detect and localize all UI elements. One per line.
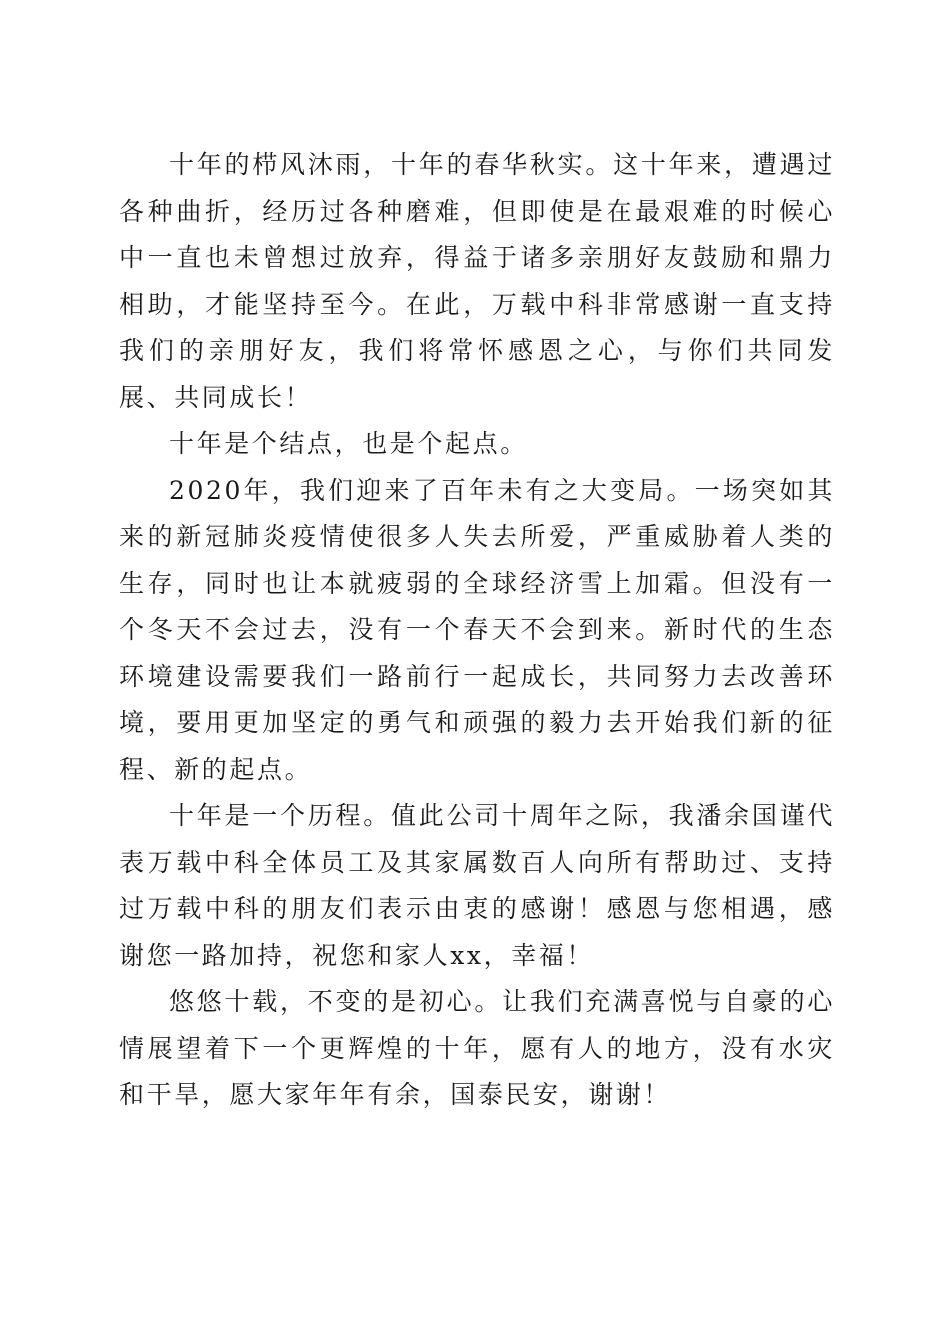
paragraph-journey-gratitude: 十年是一个历程。值此公司十周年之际，我潘余国谨代表万载中科全体员工及其家属数百人向所有帮助过、支持过万载中科的朋友们表示由衷的感谢！感恩与您相遇，感谢您一路加持，祝您和家人xx，幸福！ xyxy=(119,801,835,970)
document-body xyxy=(119,142,835,1119)
paragraph-closing-wishes: 悠悠十载，不变的是初心。让我们充满喜悦与自豪的心情展望着下一个更辉煌的十年，愿有人的地方，没有水灾和干旱，愿大家年年有余，国泰民安，谢谢！ xyxy=(119,987,835,1109)
paragraph-node-and-start: 十年是个结点，也是个起点。 xyxy=(169,429,528,458)
paragraph-decade-thanks: 十年的栉风沐雨，十年的春华秋实。这十年来，遭遇过各种曲折，经历过各种磨难，但即使是在最艰难的时候心中一直也未曾想过放弃，得益于诸多亲朋好友鼓励和鼎力相助，才能坚持至今。在此，万载中科非常感谢一直支持我们的亲朋好友，我们将常怀感恩之心，与你们共同发展、共同成长！ xyxy=(119,150,835,412)
paragraph-2020-changes: 2020年，我们迎来了百年未有之大变局。一场突如其来的新冠肺炎疫情使很多人失去所爱，严重威胁着人类的生存，同时也让本就疲弱的全球经济雪上加霜。但没有一个冬天不会过去，没有一个春天不会到来。新时代的生态环境建设需要我们一路前行一起成长，共同努力去改善环境，要用更加坚定的勇气和顽强的毅力去开始我们新的征程、新的起点。 xyxy=(119,475,835,784)
